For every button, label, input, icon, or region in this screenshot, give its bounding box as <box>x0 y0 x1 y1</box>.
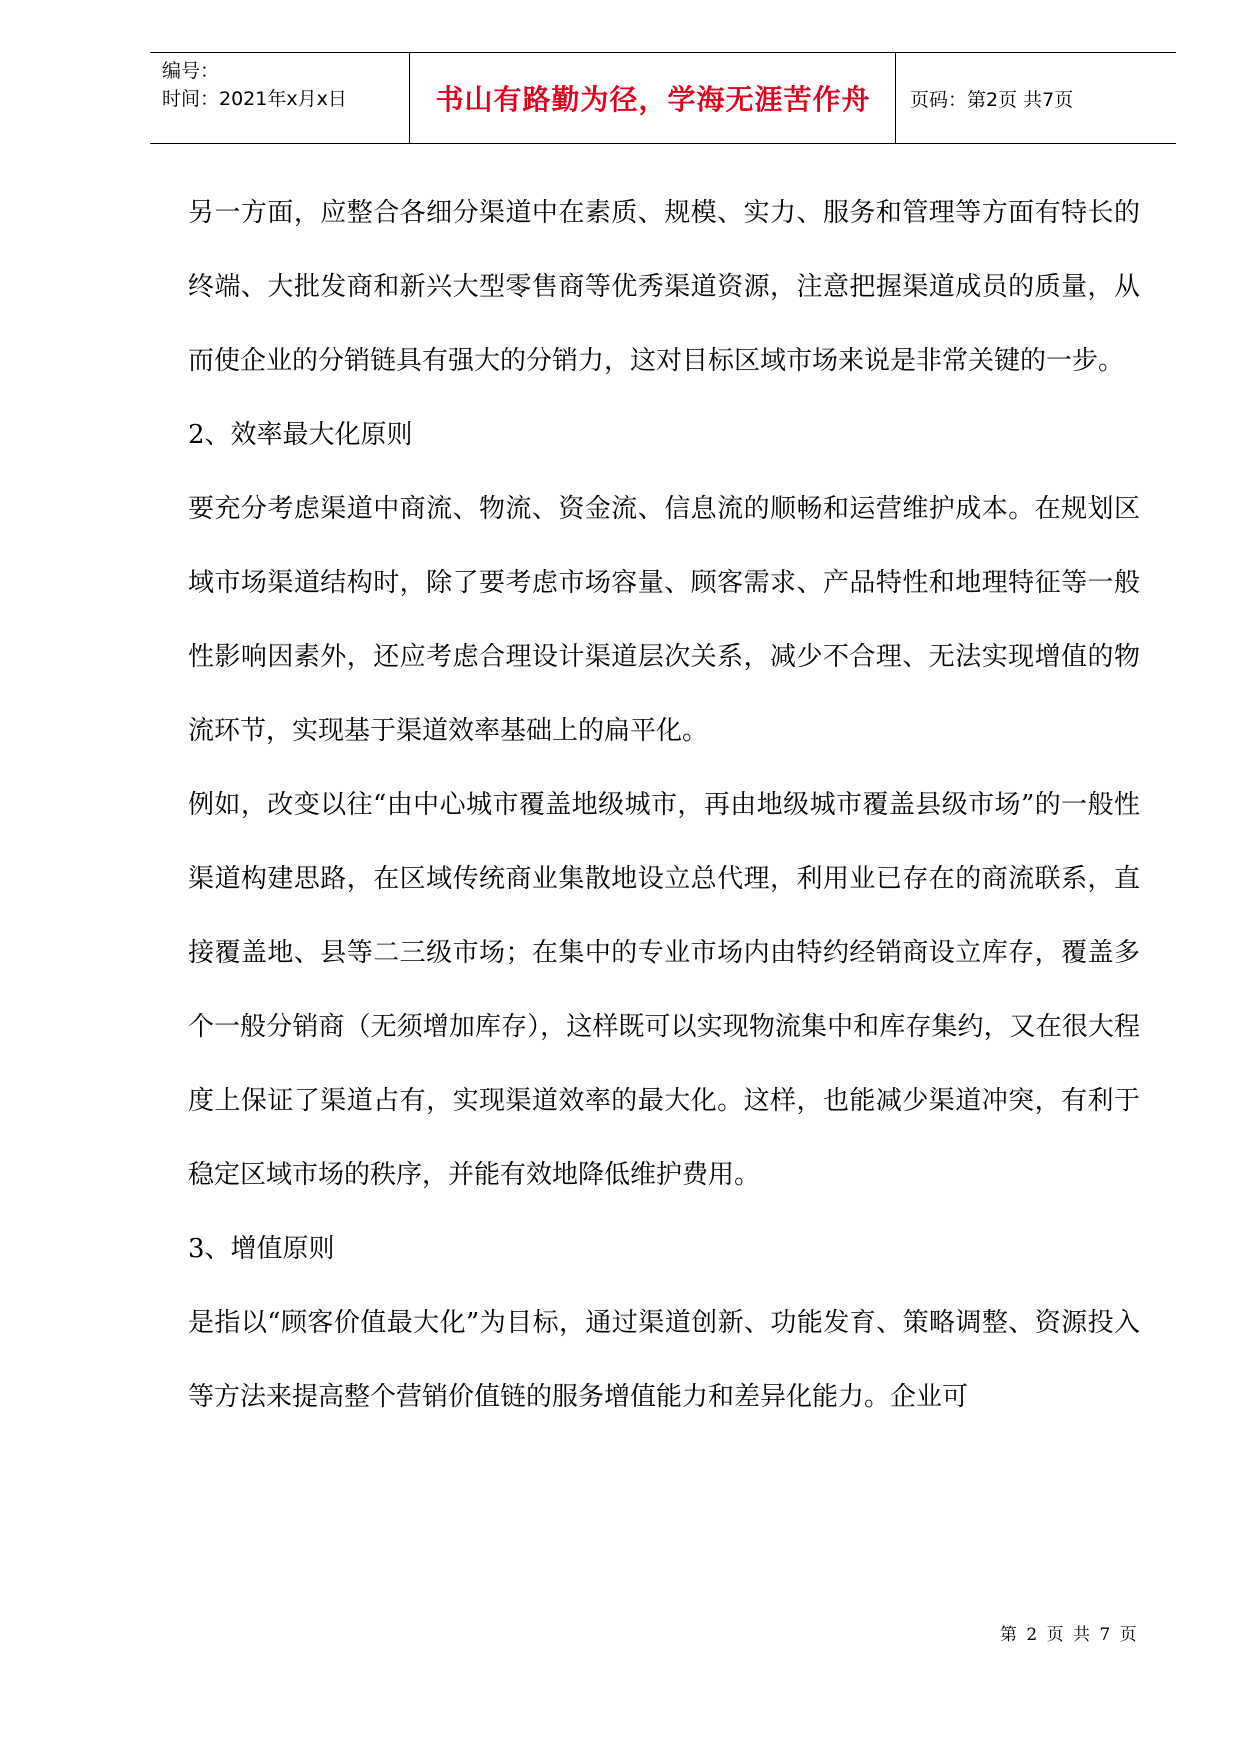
body-paragraph: 是指以“顾客价值最大化”为目标，通过渠道创新、功能发育、策略调整、资源投入等方法来提高整个营销价值链的服务增值能力和差异化能力。企业可 <box>188 1308 1140 1412</box>
document-time-label: 时间：2021年x月x日 <box>162 88 347 110</box>
page-header <box>150 52 1176 144</box>
document-body <box>188 176 1140 1434</box>
page-footer: 第 2 页 共 7 页 <box>1000 1625 1139 1645</box>
body-paragraph: 要充分考虑渠道中商流、物流、资金流、信息流的顺畅和运营维护成本。在规划区域市场渠道结构时，除了要考虑市场容量、顾客需求、产品特性和地理特征等一般性影响因素外，还应考虑合理设计渠道层次关系，减少不合理、无法实现增值的物流环节，实现基于渠道效率基础上的扁平化。 <box>188 494 1140 746</box>
header-motto: 书山有路勤为径，学海无涯苦作舟 <box>435 83 871 116</box>
body-paragraph: 例如，改变以往“由中心城市覆盖地级城市，再由地级城市覆盖县级市场”的一般性渠道构建思路，在区域传统商业集散地设立总代理，利用业已存在的商流联系，直接覆盖地、县等二三级市场；在集中的专业市场内由特约经销商设立库存，覆盖多个一般分销商（无须增加库存），这样既可以实现物流集中和库存集约，又在很大程度上保证了渠道占有，实现渠道效率的最大化。这样，也能减少渠道冲突，有利于稳定区域市场的秩序，并能有效地降低维护费用。 <box>188 790 1140 1190</box>
header-page-number: 页码：第2页 共7页 <box>910 88 1074 111</box>
document-number-label: 编号： <box>162 60 220 82</box>
section-heading: 2、效率最大化原则 <box>188 420 413 450</box>
section-heading: 3、增值原则 <box>188 1234 335 1264</box>
header-divider <box>895 53 896 143</box>
body-paragraph: 另一方面，应整合各细分渠道中在素质、规模、实力、服务和管理等方面有特长的终端、大批发商和新兴大型零售商等优秀渠道资源，注意把握渠道成员的质量，从而使企业的分销链具有强大的分销力，这对目标区域市场来说是非常关键的一步。 <box>188 198 1140 376</box>
header-meta <box>162 57 402 113</box>
